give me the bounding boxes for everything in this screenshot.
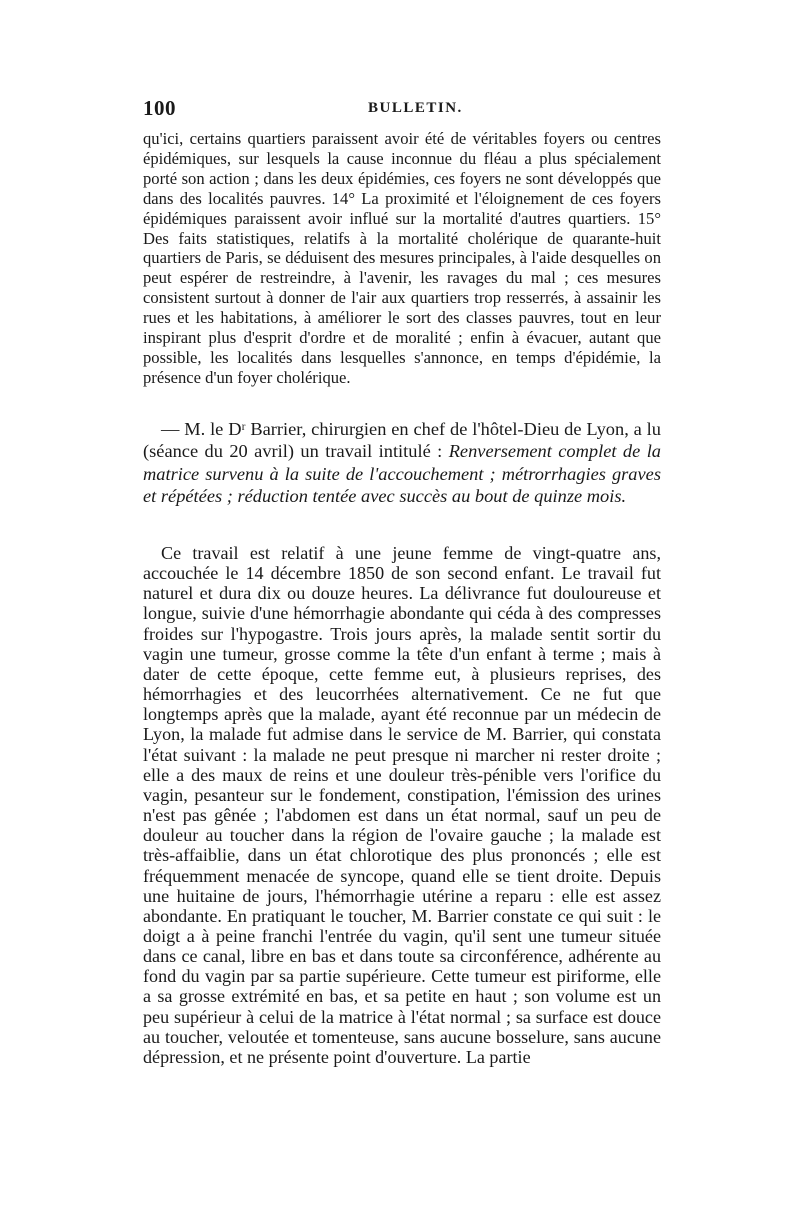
- intro-text: — M. le Dʳ Barrier, chirurgien en chef de l'hôtel-Dieu de Lyon, a lu (séance du 20 avril) un travail intitulé :: [143, 419, 661, 462]
- continued-paragraph: [143, 129, 661, 388]
- page-header: [143, 96, 661, 126]
- work-title: Renversement complet de la matrice survenu à la suite de l'accouchement ; métrorrhagies graves et répétées ; réduction tentée avec succès au bout de quinze mois.: [143, 441, 661, 507]
- communication-paragraph: [143, 418, 661, 508]
- paragraph-text: [143, 418, 661, 508]
- page-number: 100: [143, 96, 176, 120]
- running-title: BULLETIN.: [368, 100, 463, 116]
- paragraph-text: qu'ici, certains quartiers paraissent avoir été de véritables foyers ou centres épidémiques, sur lesquels la cause inconnue du fléau a plus spécialement porté son action ; dans les deux épidémies, ces foyers ne sont développés que dans des localités pauvres. 14° La proximité et l'éloignement de ces foyers épidémiques paraissent avoir influé sur la mortalité d'autres quartiers. 15° Des faits statistiques, relatifs à la mortalité cholérique de quarante-huit quartiers de Paris, se déduisent des mesures principales, à l'aide desquelles on peut espérer de restreindre, à l'avenir, les ravages du mal ; ces mesures consistent surtout à donner de l'air aux quartiers trop resserrés, à assainir les rues et les habitations, à améliorer le sort des classes pauvres, tout en leur inspirant plus d'esprit d'ordre et de moralité ; enfin à évacuer, autant que possible, les localités dans lesquelles s'annonce, en temps d'épidémie, la présence d'un foyer cholérique.: [143, 129, 661, 387]
- paragraph-text: Ce travail est relatif à une jeune femme de vingt-quatre ans, accouchée le 14 décembre 1850 de son second enfant. Le travail fut naturel et dura dix ou douze heures. La délivrance fut douloureuse et longue, suivie d'une hémorrhagie abondante qui céda à des compresses froides sur l'hypogastre. Trois jours après, la malade sentit sortir du vagin une tumeur, grosse comme la tête d'un enfant à terme ; mais à dater de cette époque, cette femme eut, à plusieurs reprises, des hémorrhagies et des leucorrhées alternativement. Ce ne fut que longtemps après que la malade, ayant été reconnue par un médecin de Lyon, la malade fut admise dans le service de M. Barrier, qui constata l'état suivant : la malade ne peut presque ni marcher ni rester droite ; elle a des maux de reins et une douleur très-pénible vers l'orifice du vagin, pesanteur sur le fondement, constipation, l'émission des urines n'est pas gênée ; l'abdomen est dans un état normal, sauf un peu de douleur au toucher dans la région de l'ovaire gauche ; la malade est très-affaiblie, dans un état chlorotique des plus prononcés ; elle est fréquemment menacée de syncope, quand elle se tient droite. Depuis une huitaine de jours, l'hémorrhagie utérine a reparu : elle est assez abondante. En pratiquant le toucher, M. Barrier constate ce qui suit : le doigt a à peine franchi l'entrée du vagin, qu'il sent une tumeur située dans ce canal, libre en bas et dans toute sa circonférence, adhérente au fond du vagin par sa partie supérieure. Cette tumeur est piriforme, elle a sa grosse extrémité en bas, et sa petite en haut ; son volume est un peu supérieur à celui de la matrice à l'état normal ; sa surface est douce au toucher, veloutée et tomenteuse, sans aucune bosselure, sans aucune dépression, et ne présente point d'ouverture. La partie: [143, 543, 661, 1067]
- case-description-paragraph: [143, 543, 661, 1067]
